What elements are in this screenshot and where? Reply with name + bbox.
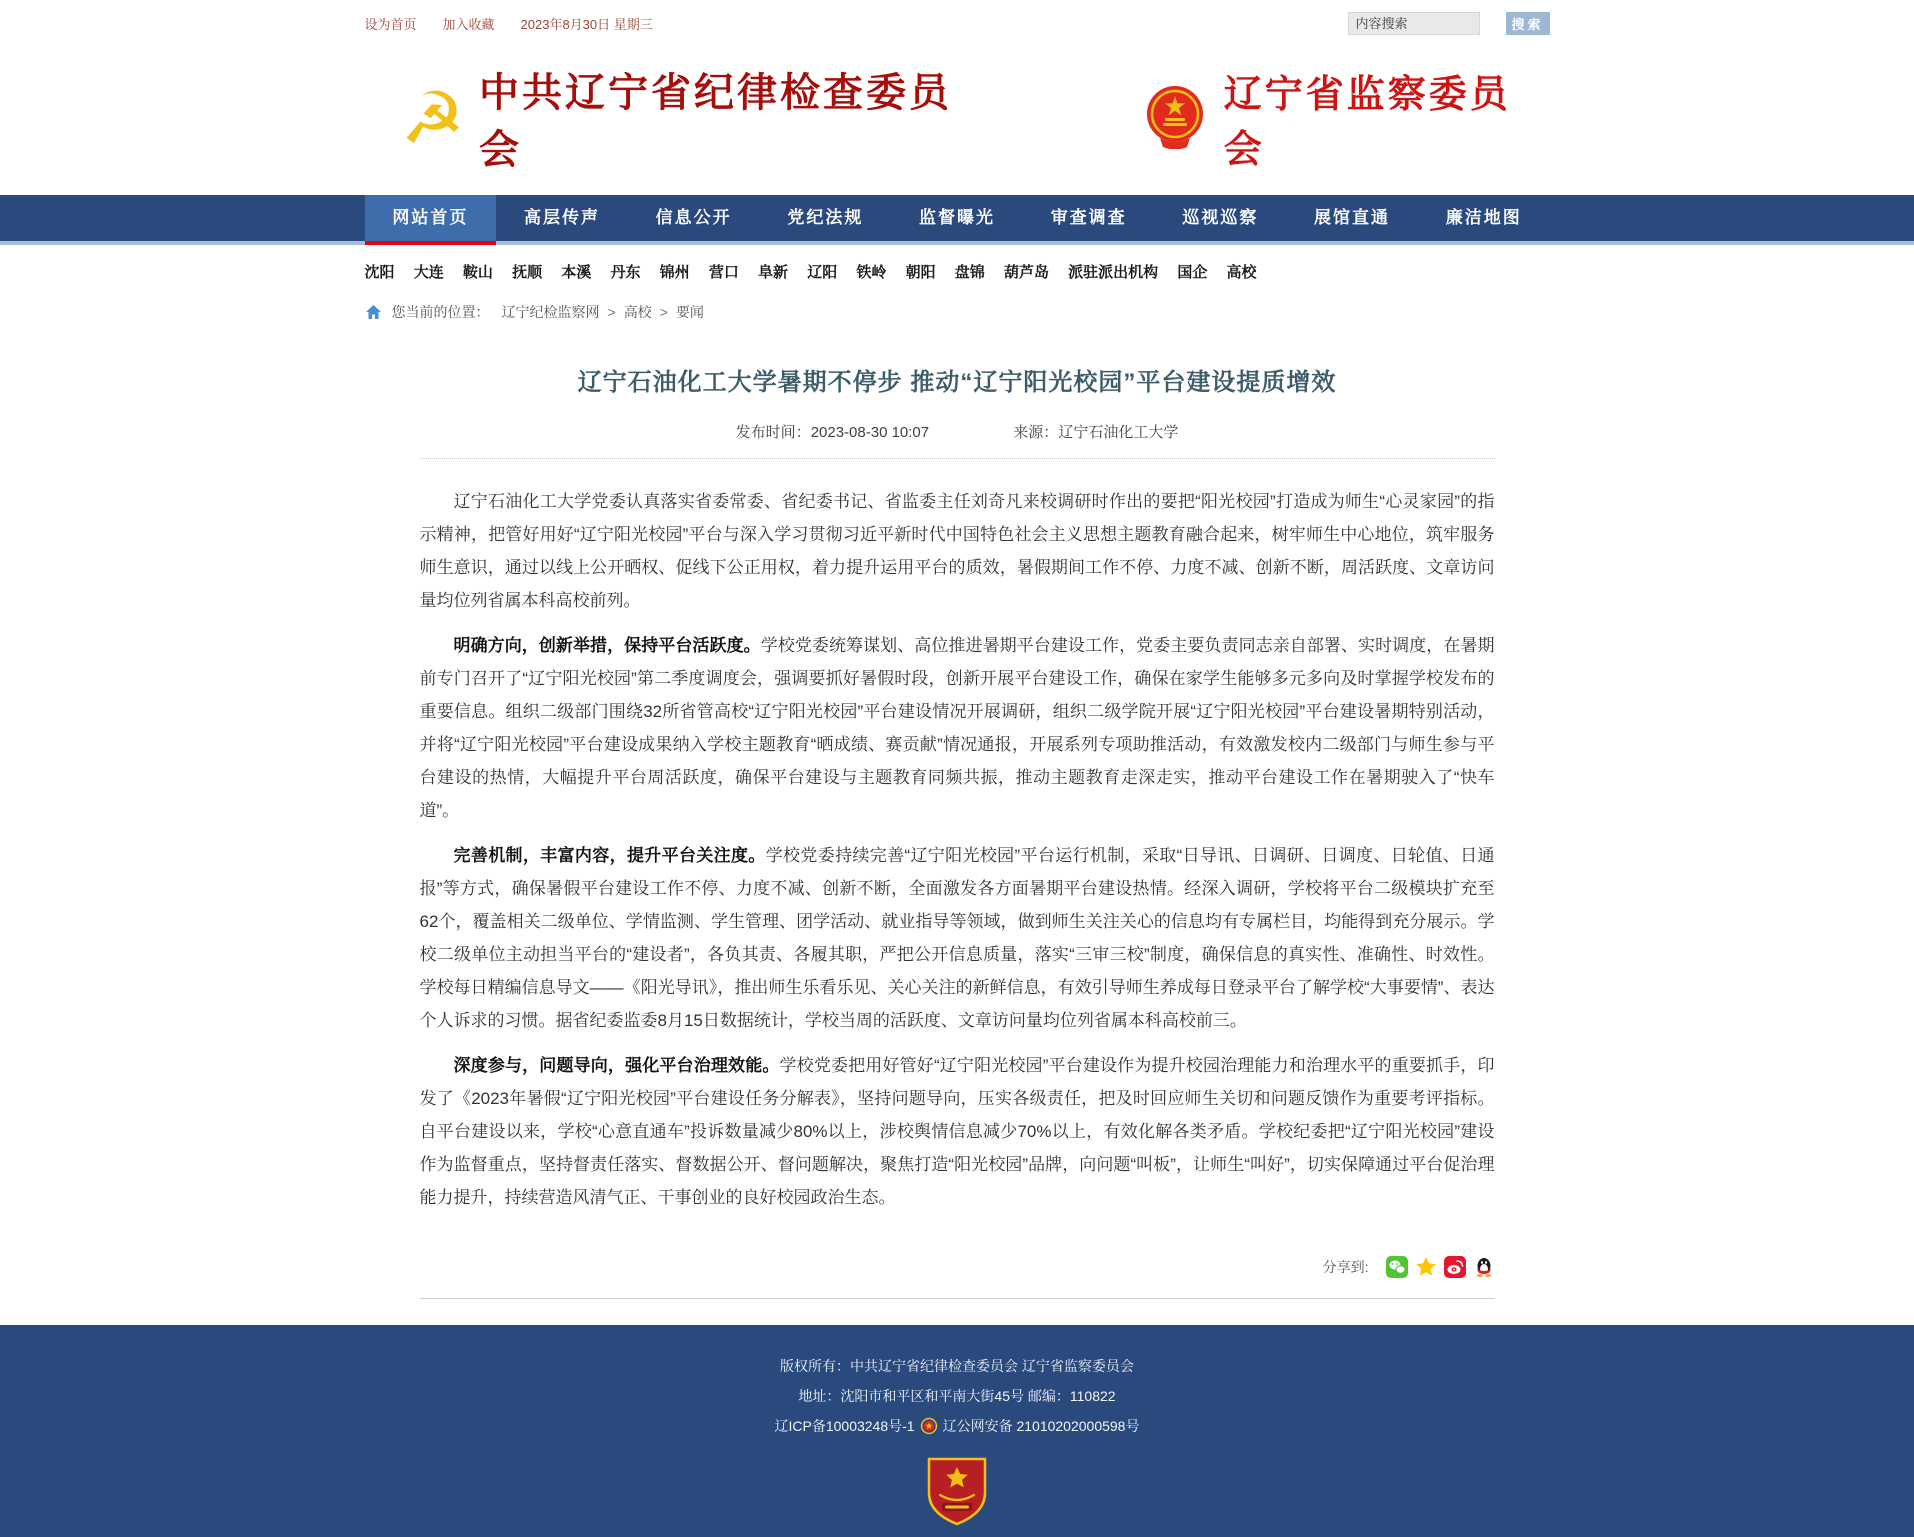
current-date: 2023年8月30日 星期三 — [520, 17, 653, 32]
subnav-item-anshan[interactable]: 鞍山 — [462, 264, 493, 281]
subnav-item-tieling[interactable]: 铁岭 — [856, 264, 887, 281]
nav-item-home[interactable]: 网站首页 — [365, 195, 497, 245]
footer-copyright: 版权所有：中共辽宁省纪律检查委员会 辽宁省监察委员会 — [780, 1358, 1134, 1374]
breadcrumb-separator: > — [607, 304, 616, 320]
nav-item-dangjifagui[interactable]: 党纪法规 — [760, 195, 892, 245]
add-favorite-link[interactable]: 加入收藏 — [442, 17, 495, 32]
share-label: 分享到: — [1322, 1259, 1369, 1275]
paragraph-4: 深度参与，问题导向，强化平台治理效能。学校党委把用好管好“辽宁阳光校园”平台建设作为提升校园治理能力和治理水平的重要抓手，印发了《2023年暑假“辽宁阳光校园”平台建设任务分解表》，坚持问题导向，压实各级责任，把及时回应师生关切和问题反馈作为重要考评指标。自平台建设以来，学校“心意直通车”投诉数量减少80%以上，涉校舆情信息减少70%以上，有效化解各类矛盾。学校纪委把“辽宁阳光校园”建设作为监督重点，坚持督责任落实、督数据公开、督问题解决，聚焦打造“阳光校园”品牌，向问题“叫板”，让师生“叫好”，切实保障通过平台促治理能力提升，持续营造风清气正、干事创业的良好校园政治生态。 — [419, 1056, 1495, 1207]
article-meta — [420, 421, 1495, 459]
nav-item-xinxigongkai[interactable]: 信息公开 — [628, 195, 760, 245]
subnav-item-chaoyang[interactable]: 朝阳 — [905, 264, 936, 281]
subnav-item-paizhu[interactable]: 派驻派出机构 — [1068, 264, 1159, 281]
top-utility-bar — [0, 0, 1914, 45]
city-subnav — [0, 245, 1914, 294]
subnav-item-fushun[interactable]: 抚顺 — [512, 264, 543, 281]
site-title-2: 辽宁省监察委员会 — [1223, 74, 1511, 171]
site-brand-discipline-commission — [401, 61, 992, 175]
nav-item-gaocengchuansheng[interactable]: 高层传声 — [496, 195, 628, 245]
search-input[interactable] — [1348, 12, 1480, 35]
article-source: 来源：辽宁石油化工大学 — [1013, 424, 1179, 441]
publish-time: 发布时间：2023-08-30 10:07 — [735, 424, 930, 441]
qq-share-icon[interactable] — [1473, 1256, 1495, 1278]
paragraph-2: 明确方向，创新举措，保持平台活跃度。学校党委统筹谋划、高位推进暑期平台建设工作，党委主要负责同志亲自部署、实时调度，在暑期前专门召开了“辽宁阳光校园”第二季度调度会，强调要抓好暑假时段，创新开展平台建设工作，确保在家学生能够多元多向及时掌握学校发布的重要信息。组织二级部门围绕32所省管高校“辽宁阳光校园”平台建设情况开展调研，组织二级学院开展“辽宁阳光校园”平台建设暑期特别活动，并将“辽宁阳光校园”平台建设成果纳入学校主题教育“晒成绩、赛贡献”情况通报，开展系列专项助推活动，有效激发校内二级部门与师生参与平台建设的热情，大幅提升平台周活跃度，确保平台建设与主题教育同频共振，推动主题教育走深走实，推动平台建设工作在暑期驶入了“快车道”。 — [419, 636, 1495, 820]
site-search — [1348, 12, 1550, 35]
home-icon — [365, 304, 382, 320]
subnav-item-liaoyang[interactable]: 辽阳 — [807, 264, 838, 281]
footer — [0, 1325, 1914, 1537]
breadcrumb-section-link[interactable]: 高校 — [623, 304, 652, 320]
share-row — [420, 1226, 1495, 1298]
breadcrumb — [0, 294, 1914, 336]
breadcrumb-separator: > — [659, 304, 668, 320]
search-button[interactable]: 搜索 — [1506, 12, 1550, 35]
article-title: 辽宁石油化工大学暑期不停步 推动“辽宁阳光校园”平台建设提质增效 — [577, 369, 1337, 396]
footer-shield-emblem[interactable] — [926, 1455, 988, 1527]
breadcrumb-current: 要闻 — [675, 304, 704, 320]
nav-item-zhanguanzhitong[interactable]: 展馆直通 — [1286, 195, 1418, 245]
site-brand-supervisory-commission — [1142, 63, 1550, 173]
footer-address: 地址：沈阳市和平区和平南大街45号 邮编：110822 — [798, 1388, 1116, 1404]
nav-item-xunshixuncha[interactable]: 巡视巡察 — [1155, 195, 1287, 245]
subnav-item-shenyang[interactable]: 沈阳 — [364, 264, 395, 281]
nav-item-lianjieditu[interactable]: 廉洁地图 — [1418, 195, 1550, 245]
subnav-item-huludao[interactable]: 葫芦岛 — [1003, 264, 1049, 281]
qzone-share-icon[interactable] — [1415, 1256, 1437, 1278]
weibo-share-icon[interactable] — [1444, 1256, 1466, 1278]
party-emblem-icon: ☭ — [400, 76, 466, 160]
subnav-item-dandong[interactable]: 丹东 — [610, 264, 641, 281]
nav-item-jianduguangguang[interactable]: 监督曝光 — [891, 195, 1023, 245]
subnav-item-jinzhou[interactable]: 锦州 — [659, 264, 690, 281]
article-body — [420, 459, 1495, 1214]
paragraph-1: 辽宁石油化工大学党委认真落实省委常委、省纪委书记、省监委主任刘奇凡来校调研时作出的要把“阳光校园”打造成为师生“心灵家园”的指示精神，把管好用好“辽宁阳光校园”平台与深入学习贯彻习近平新时代中国特色社会主义思想主题教育融合起来，树牢师生中心地位，筑牢服务师生意识，通过以线上公开晒权、促线下公正用权，着力提升运用平台的质效，暑假期间工作不停、力度不减、创新不断，周活跃度、文章访问量均位列省属本科高校前列。 — [419, 492, 1495, 610]
nav-item-shenchadiaocha[interactable]: 审查调查 — [1023, 195, 1155, 245]
main-navigation — [0, 195, 1914, 245]
site-title-1: 中共辽宁省纪律检查委员会 — [479, 70, 953, 172]
subnav-item-dalian[interactable]: 大连 — [413, 264, 444, 281]
article — [365, 362, 1550, 1299]
content-footer-divider — [420, 1298, 1495, 1299]
footer-icp: 辽ICP备10003248号-1 辽公网安备 21010202000598号 — [774, 1418, 1140, 1434]
police-badge-icon — [920, 1417, 938, 1435]
subnav-item-yingkou[interactable]: 营口 — [708, 264, 739, 281]
subnav-item-guoqi[interactable]: 国企 — [1177, 264, 1208, 281]
wechat-share-icon[interactable] — [1386, 1256, 1408, 1278]
set-homepage-link[interactable]: 设为首页 — [364, 17, 417, 32]
masthead — [0, 45, 1914, 195]
subnav-item-gaoxiao[interactable]: 高校 — [1226, 264, 1257, 281]
breadcrumb-prefix: 您当前的位置： — [391, 304, 490, 320]
paragraph-3: 完善机制，丰富内容，提升平台关注度。学校党委持续完善“辽宁阳光校园”平台运行机制，采取“日导讯、日调研、日调度、日轮值、日通报”等方式，确保暑假平台建设工作不停、力度不减、创新不断，全面激发各方面暑期平台建设热情。经深入调研，学校将平台二级模块扩充至62个，覆盖相关二级单位、学情监测、学生管理、团学活动、就业指导等领域，做到师生关注关心的信息均有专属栏目，均能得到充分展示。学校二级单位主动担当平台的“建设者”，各负其责、各履其职，严把公开信息质量，落实“三审三校”制度，确保信息的真实性、准确性、时效性。学校每日精编信息导文——《阳光导讯》，推出师生乐看乐见、关心关注的新鲜信息，有效引导师生养成每日登录平台了解学校“大事要情”、表达个人诉求的习惯。据省纪委监委8月15日数据统计，学校当周的活跃度、文章访问量均位列省属本科高校前三。 — [419, 846, 1495, 1030]
subnav-item-fuxin[interactable]: 阜新 — [758, 264, 789, 281]
breadcrumb-site-link[interactable]: 辽宁纪检监察网 — [501, 304, 600, 320]
national-emblem-icon — [1142, 83, 1208, 154]
subnav-item-panjin[interactable]: 盘锦 — [954, 264, 985, 281]
subnav-item-benxi[interactable]: 本溪 — [561, 264, 592, 281]
